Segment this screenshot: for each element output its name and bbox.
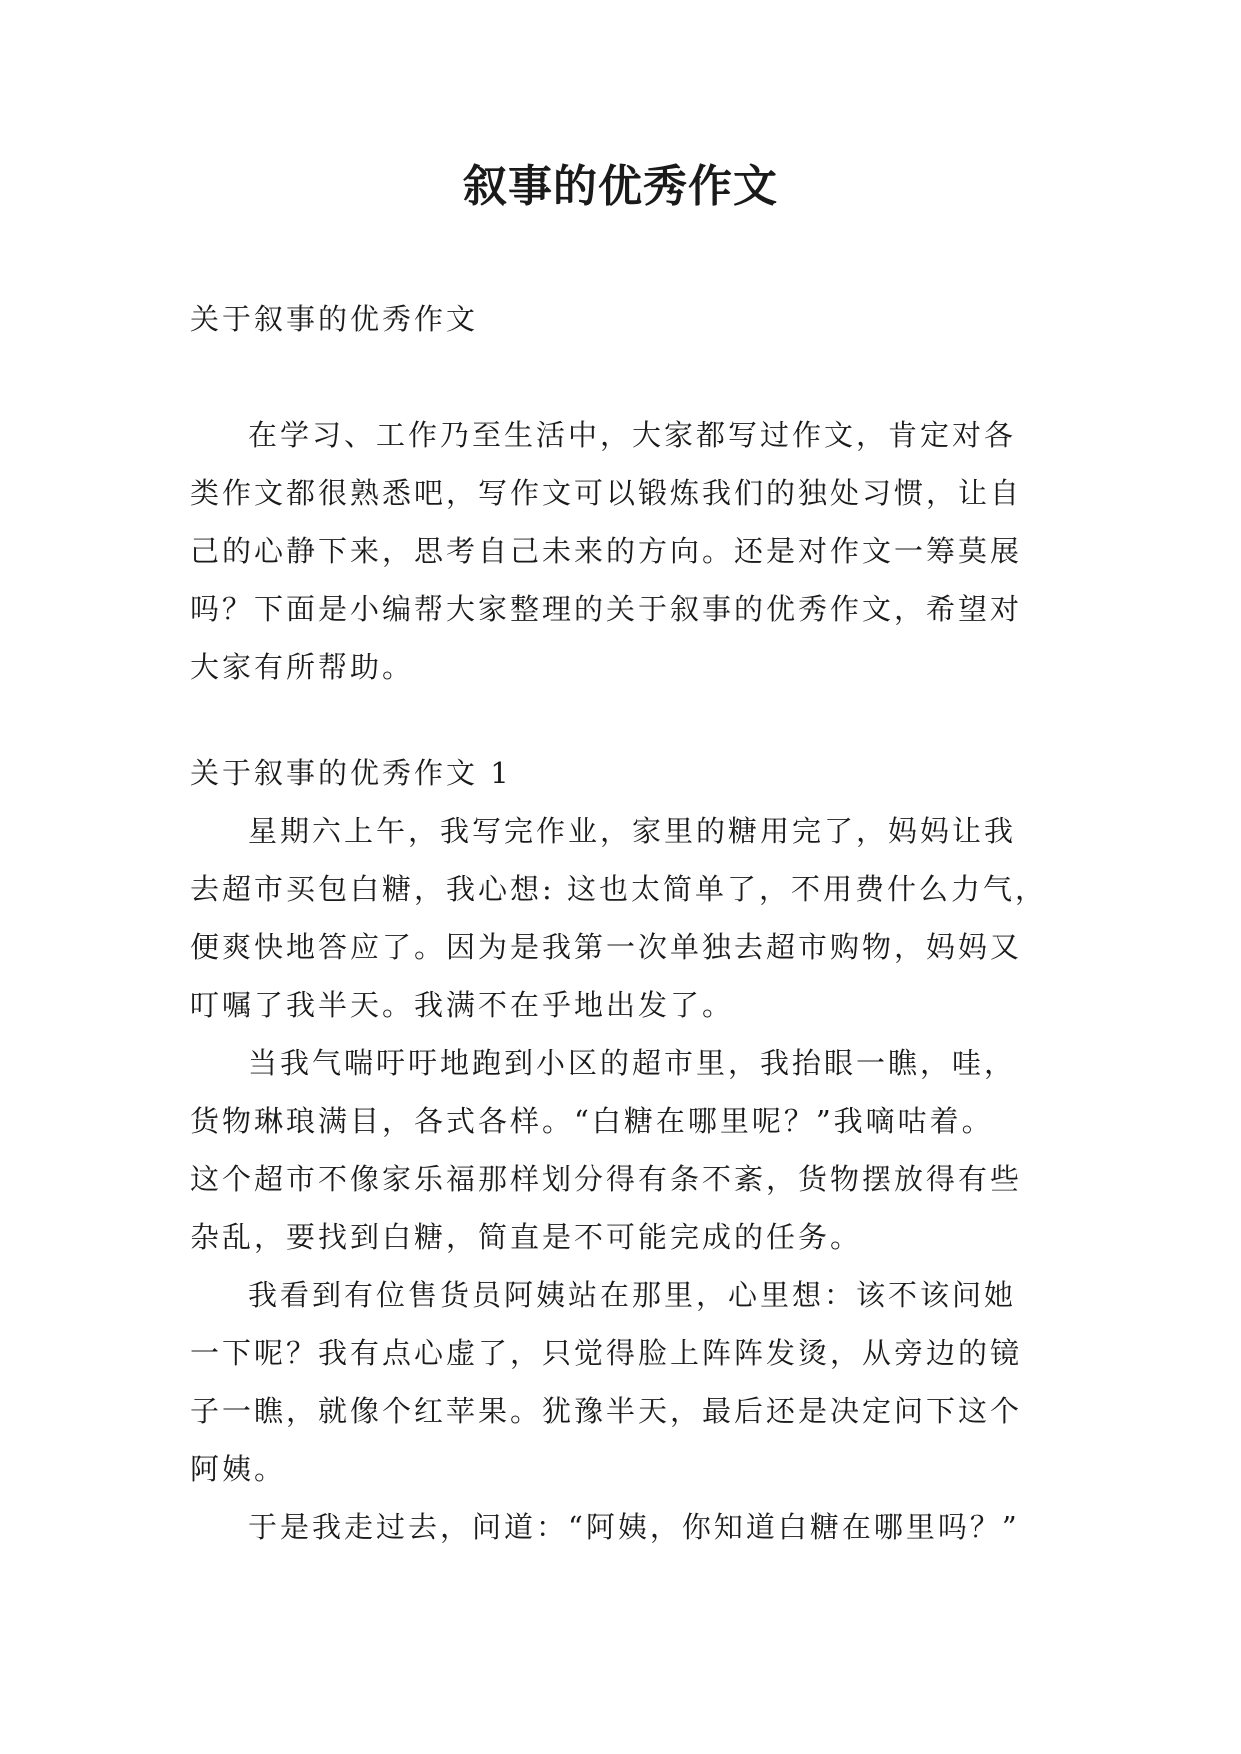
text-line: 叮嘱了我半天。我满不在乎地出发了。 xyxy=(190,988,735,1022)
text-line: 一下呢？我有点心虚了，只觉得脸上阵阵发烫，从旁边的镜 xyxy=(190,1336,1023,1370)
text-line: 子一瞧，就像个红苹果。犹豫半天，最后还是决定问下这个 xyxy=(190,1394,1023,1428)
paragraph-first-line xyxy=(190,1034,1090,1092)
text-line: 吗？下面是小编帮大家整理的关于叙事的优秀作文，希望对 xyxy=(190,592,1023,626)
text-line: 类作文都很熟悉吧，写作文可以锻炼我们的独处习惯，让自 xyxy=(190,476,1023,510)
paragraph-first-line xyxy=(190,802,1090,860)
text-line: 阿姨。 xyxy=(190,1452,287,1486)
text-line: 当我气喘吁吁地跑到小区的超市里，我抬眼一瞧，哇， xyxy=(248,1046,1017,1080)
section-heading: 关于叙事的优秀作文 1 xyxy=(190,756,512,790)
text-line: 这个超市不像家乐福那样划分得有条不紊，货物摆放得有些 xyxy=(190,1162,1023,1196)
spacer xyxy=(190,696,1090,744)
text-line: 星期六上午，我写完作业，家里的糖用完了，妈妈让我 xyxy=(248,814,1017,848)
text-line: 杂乱，要找到白糖，简直是不可能完成的任务。 xyxy=(190,1220,863,1254)
intro-paragraph xyxy=(190,406,1090,464)
spacer xyxy=(190,348,1090,406)
intro-paragraph-continued xyxy=(190,464,1090,696)
paragraph-first-line xyxy=(190,1266,1090,1324)
document-subtitle: 关于叙事的优秀作文 xyxy=(190,302,479,336)
text-line: 去超市买包白糖，我心想: 这也太简单了，不用费什么力气， xyxy=(190,872,1047,906)
document-title: 叙事的优秀作文 xyxy=(463,161,778,212)
paragraph-first-line xyxy=(190,1498,1090,1556)
text-line: 大家有所帮助。 xyxy=(190,650,415,684)
text-line: 货物琳琅满目，各式各样。“白糖在哪里呢？”我嘀咕着。 xyxy=(190,1104,994,1138)
text-line: 己的心静下来，思考自己未来的方向。还是对作文一筹莫展 xyxy=(190,534,1023,568)
paragraph-body xyxy=(190,860,1090,1034)
document-body xyxy=(190,290,1090,1556)
text-line: 便爽快地答应了。因为是我第一次单独去超市购物，妈妈又 xyxy=(190,930,1023,964)
text-line: 在学习、工作乃至生活中，大家都写过作文，肯定对各 xyxy=(248,418,1017,452)
paragraph-body xyxy=(190,1092,1090,1266)
text-line: 我看到有位售货员阿姨站在那里，心里想：该不该问她 xyxy=(248,1278,1017,1312)
paragraph-body xyxy=(190,1324,1090,1498)
text-line: 于是我走过去，问道：“阿姨，你知道白糖在哪里吗？” xyxy=(248,1510,1020,1544)
